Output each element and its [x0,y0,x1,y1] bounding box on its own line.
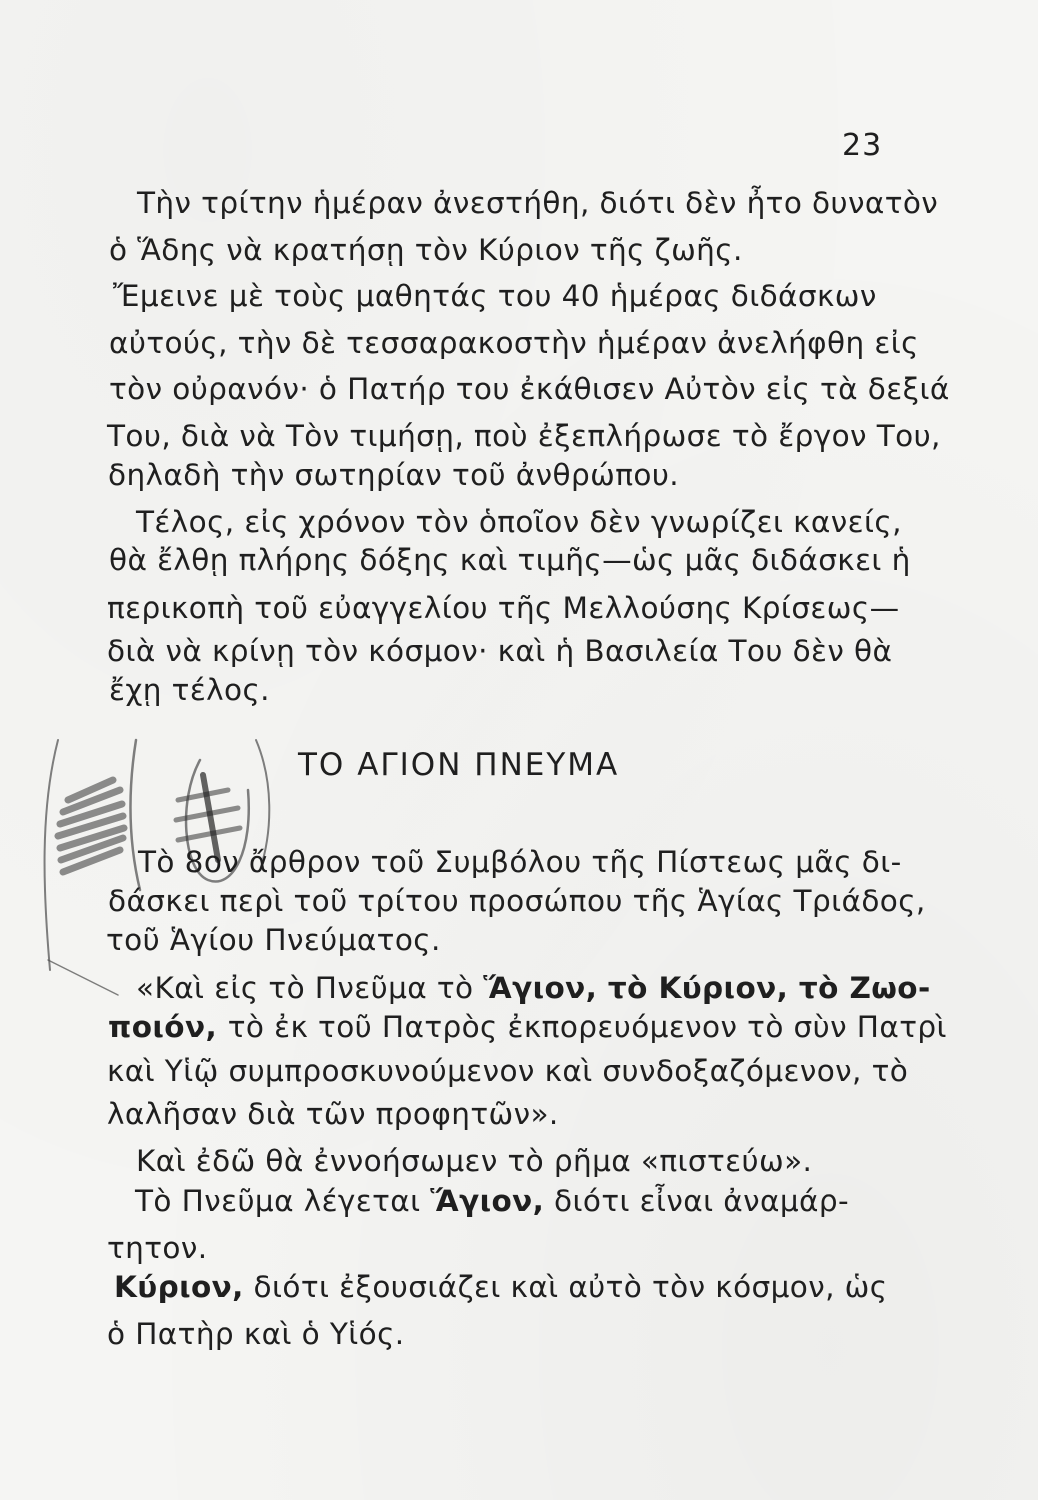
text-line: Τὴν τρίτην ἡμέραν ἀνεστήθη, διότι δὲν ἦτο δυνατὸν [137,186,939,220]
text-line: ὁ Πατὴρ καὶ ὁ Υἱός. [107,1317,405,1351]
text-line: τητον. [107,1231,208,1265]
text-span-bold: ποιόν, [108,1010,228,1044]
text-line [114,1269,888,1305]
text-line: δηλαδὴ τὴν σωτηρίαν τοῦ ἀνθρώπου. [108,458,680,492]
text-line [135,1183,849,1219]
text-line: περικοπὴ τοῦ εὐαγγελίου τῆς Μελλούσης Κρίσεως— [107,591,900,625]
text-line: Τέλος, εἰς χρόνον τὸν ὁποῖον δὲν γνωρίζει κανείς, [136,505,902,539]
text-line: Ἔμεινε μὲ τοὺς μαθητάς του 40 ἡμέρας διδάσκων [113,279,877,313]
text-span: «Καὶ εἰς τὸ Πνεῦμα τὸ [136,971,484,1005]
text-line: αὐτούς, τὴν δὲ τεσσαρακοστὴν ἡμέραν ἀνελήφθη εἰς [109,326,919,360]
text-line: τοῦ Ἁγίου Πνεύματος. [106,923,441,957]
text-line: Τὸ 8ον ἄρθρον τοῦ Συμβόλου τῆς Πίστεως μᾶς δι- [138,845,902,879]
text-line: τὸν οὐρανόν· ὁ Πατήρ του ἐκάθισεν Αὐτὸν εἰς τὰ δεξιά [109,372,950,406]
text-span-bold: Ἅγιον, [430,1184,545,1218]
text-line: λαλῆσαν διὰ τῶν προφητῶν». [107,1097,559,1131]
text-span-bold: Κύριον, [114,1270,244,1304]
page-number: 23 [842,128,883,163]
text-line: ὁ Ἅδης νὰ κρατήσῃ τὸν Κύριον τῆς ζωῆς. [109,233,743,267]
text-span: διότι ἐξουσιάζει καὶ αὐτὸ τὸν κόσμον, ὡς [243,1270,888,1304]
text-line: Του, διὰ νὰ Τὸν τιμήσῃ, ποὺ ἐξεπλήρωσε τὸ ἔργον Του, [107,419,941,453]
text-line: καὶ Υἱῷ συμπροσκυνούμενον καὶ συνδοξαζόμενον, τὸ [107,1054,909,1088]
text-line [108,1009,947,1045]
section-heading: ΤΟ ΑΓΙΟΝ ΠΝΕΥΜΑ [298,747,620,783]
text-line: θὰ ἔλθῃ πλήρης δόξης καὶ τιμῆς—ὡς μᾶς διδάσκει ἡ [109,543,911,577]
text-span: Τὸ Πνεῦμα λέγεται [135,1184,431,1218]
text-span: τὸ ἐκ τοῦ Πατρὸς ἐκπορευόμενον τὸ σὺν Πατρὶ [227,1010,947,1044]
text-span: διότι εἶναι ἀναμάρ- [544,1184,850,1218]
text-span-bold: Ἅγιον, τὸ Κύριον, τὸ Ζωο- [483,971,931,1005]
text-line: ἔχῃ τέλος. [109,673,270,707]
text-line: διὰ νὰ κρίνῃ τὸν κόσμον· καὶ ἡ Βασιλεία Του δὲν θὰ [107,634,893,668]
text-line: δάσκει περὶ τοῦ τρίτου προσώπου τῆς Ἁγίας Τριάδος, [108,884,926,918]
text-line: Καὶ ἐδῶ θὰ ἐννοήσωμεν τὸ ρῆμα «πιστεύω». [136,1144,813,1178]
text-line [136,970,931,1006]
